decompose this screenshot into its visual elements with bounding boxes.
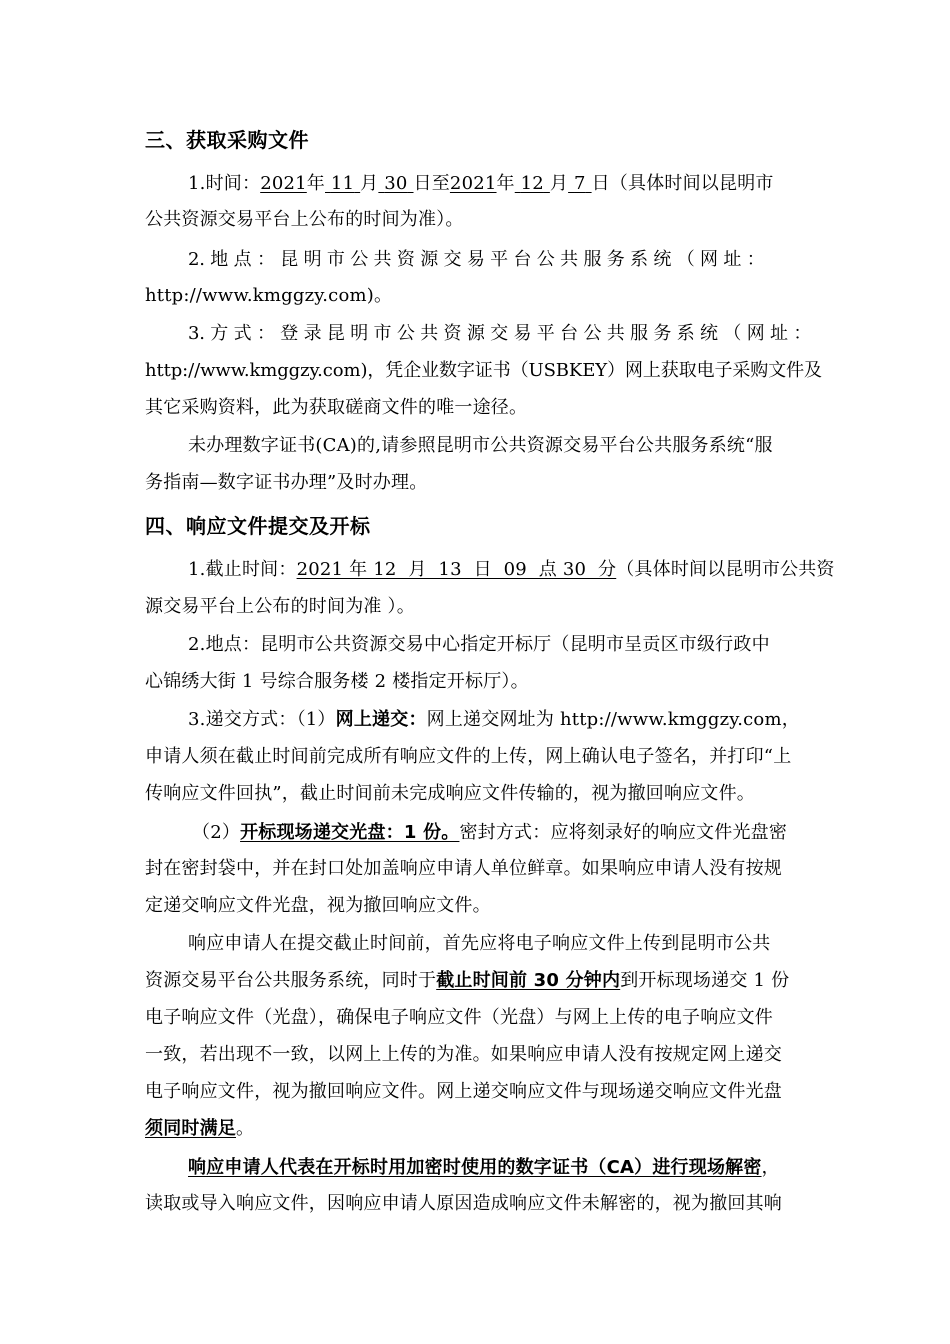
s4-p3-line2: 申请人须在截止时间前完成所有响应文件的上传，网上确认电子签名，并打印“上	[145, 746, 792, 767]
s4-p1-line2: 源交易平台上公布的时间为准 ）。	[145, 596, 415, 617]
s4-p6-line2: 读取或导入响应文件，因响应申请人原因造成响应文件未解密的，视为撤回其响	[145, 1193, 782, 1214]
s4-p2-line2: 心锦绣大街 1 号综合服务楼 2 楼指定开标厅）。	[145, 671, 529, 692]
s4-p3-line1: 3.递交方式：（1）网上递交：网上递交网址为 http://www.kmggzy.com，	[188, 709, 800, 730]
s3-p1-line1: 1.时间：2021年 11 月 30 日至2021年 12 月 7 日（具体时间以昆明市	[188, 173, 774, 194]
section-3-heading: 三、获取采购文件	[145, 128, 309, 152]
s4-p4-line2: 封在密封袋中，并在封口处加盖响应申请人单位鲜章。如果响应申请人没有按规	[145, 858, 782, 879]
s3-p3-line2: http://www.kmggzy.com)，凭企业数字证书（USBKEY）网上获取电子采购文件及	[145, 360, 822, 381]
s4-p4-line1: （2）开标现场递交光盘：1 份。密封方式：应将刻录好的响应文件光盘密	[192, 822, 788, 843]
s3-p3-line3: 其它采购资料，此为获取磋商文件的唯一途径。	[145, 397, 528, 418]
s4-p3-line3: 传响应文件回执”，截止时间前未完成响应文件传输的，视为撤回响应文件。	[145, 783, 755, 804]
s4-p5-line2: 资源交易平台公共服务系统，同时于截止时间前 30 分钟内到开标现场递交 1 份	[145, 970, 790, 991]
s4-p2-line1: 2.地点：昆明市公共资源交易中心指定开标厅（昆明市呈贡区市级行政中	[188, 634, 770, 655]
s3-p1-line2: 公共资源交易平台上公布的时间为准）。	[145, 209, 464, 230]
s3-p4-line2: 务指南—数字证书办理”及时办理。	[145, 472, 428, 493]
section-4-heading: 四、响应文件提交及开标	[145, 514, 371, 538]
s4-p6-line1: 响应申请人代表在开标时用加密时使用的数字证书（CA）进行现场解密，	[188, 1157, 780, 1178]
s3-p2-line2: http://www.kmggzy.com)。	[145, 285, 393, 306]
s4-p5-line5: 电子响应文件，视为撤回响应文件。网上递交响应文件与现场递交响应文件光盘	[145, 1081, 782, 1102]
s4-p5-line1: 响应申请人在提交截止时间前，首先应将电子响应文件上传到昆明市公共	[188, 933, 771, 954]
s3-p4-line1: 未办理数字证书(CA)的,请参照昆明市公共资源交易平台公共服务系统“服	[188, 435, 773, 456]
s4-p5-line4: 一致，若出现不一致，以网上上传的为准。如果响应申请人没有按规定网上递交	[145, 1044, 782, 1065]
s3-p3-line1: 3. 方 式 ： 登 录 昆 明 市 公 共 资 源 交 易 平 台 公 共 服 务 系 统 （ 网 址 ：	[188, 323, 812, 344]
s4-p5-line6: 须同时满足。	[145, 1118, 255, 1139]
s4-p5-line3: 电子响应文件（光盘），确保电子响应文件（光盘）与网上上传的电子响应文件	[145, 1007, 773, 1028]
s3-p2-line1: 2. 地 点 ： 昆 明 市 公 共 资 源 交 易 平 台 公 共 服 务 系 统 （ 网 址 ：	[188, 249, 765, 270]
s4-p4-line3: 定递交响应文件光盘，视为撤回响应文件。	[145, 895, 491, 916]
s4-p1-line1: 1.截止时间：2021 年 12 月 13 日 09 点 30 分（具体时间以昆明市公共资	[188, 559, 835, 580]
